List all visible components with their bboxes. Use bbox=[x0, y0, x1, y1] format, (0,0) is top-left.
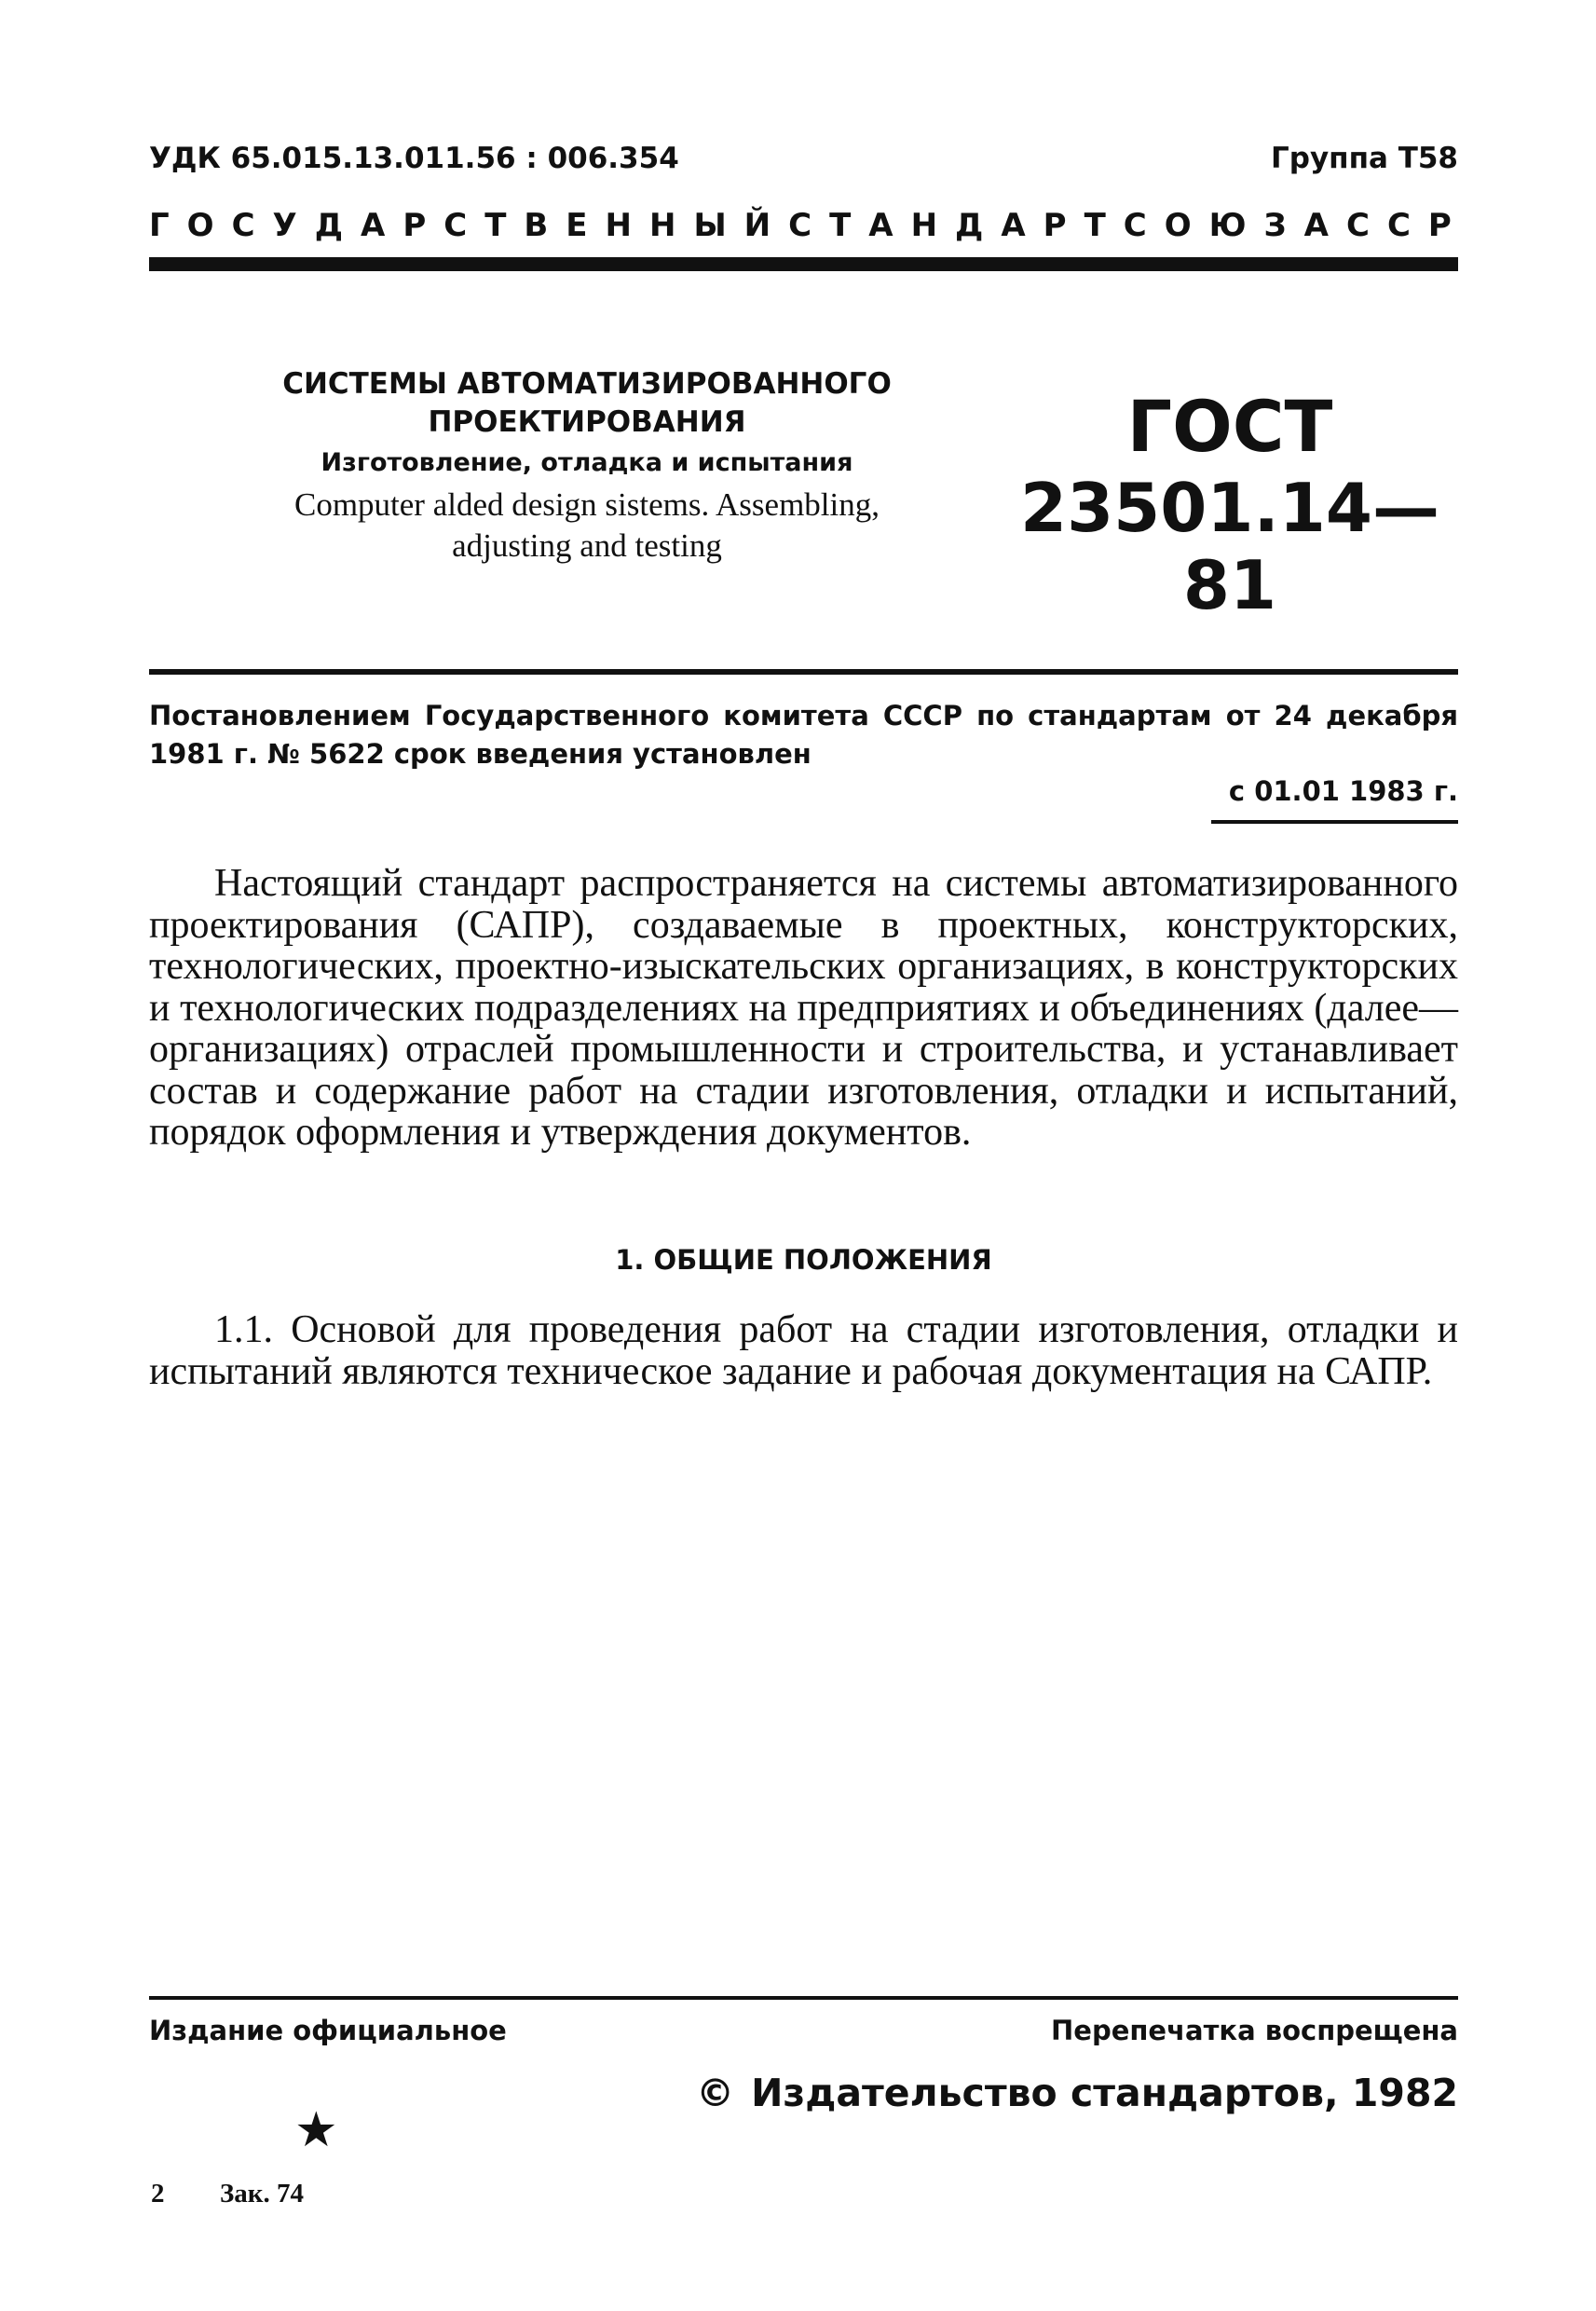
header-rule bbox=[149, 257, 1458, 271]
page-number: 2 bbox=[151, 2179, 165, 2208]
star-icon: ★ bbox=[294, 2104, 338, 2157]
state-standard-heading bbox=[149, 207, 1469, 244]
title-english-2: adjusting and testing bbox=[452, 527, 722, 565]
decree-text: Постановлением Государственного комитета СССР по стандартам от 24 декабря 1981 г. № 5622 срок введения установлен bbox=[149, 700, 1458, 770]
title-line-2: ПРОЕКТИРОВАНИЯ bbox=[428, 404, 746, 439]
title-line-1: СИСТЕМЫ АВТОМАТИЗИРОВАННОГО bbox=[282, 367, 892, 401]
intro-paragraph: Настоящий стандарт распространяется на системы автоматизированного проектирования (САПР), создаваемые в проектных, конструкторских, технологических, проектно-изыскательских организациях, в конструкторских и технологических подразделениях на предприятиях и объединениях (далее—организациях) отраслей промышленности и строительства, и устанавливает состав и содержание работ на стадии изготовления, отладки и испытаний, порядок оформления и утверждения документов. bbox=[149, 862, 1458, 1155]
publisher: Издательство стандартов, 1982 bbox=[751, 2071, 1458, 2115]
copyright-icon: © bbox=[696, 2071, 735, 2115]
udk-code: УДК 65.015.13.011.56 : 006.354 bbox=[149, 142, 679, 175]
gost-number: 23501.14—81 bbox=[1019, 468, 1440, 624]
section-1-title: 1. ОБЩИЕ ПОЛОЖЕНИЯ bbox=[615, 1244, 992, 1276]
title-english-1: Computer alded design sistems. Assembling, bbox=[293, 485, 880, 523]
title-subtitle: Изготовление, отладка и испытания bbox=[321, 447, 853, 477]
effective-date: с 01.01 1983 г. bbox=[1228, 775, 1458, 807]
copyright-line bbox=[696, 2071, 1458, 2115]
effective-date-underline bbox=[1211, 820, 1458, 824]
gost-designation bbox=[988, 385, 1472, 624]
heading-word: ГОСУДАРСТВЕННЫЙ bbox=[149, 207, 789, 244]
official-edition: Издание официальное bbox=[149, 2015, 507, 2046]
clause-1-1: 1.1. Основой для проведения работ на стадии изготовления, отладки и испытаний являются техническое задание и рабочая документация на САПР. bbox=[149, 1308, 1458, 1393]
footer-rule bbox=[149, 1996, 1458, 2000]
heading-word: ССР bbox=[1346, 207, 1469, 244]
reprint-notice: Перепечатка воспрещена bbox=[1051, 2015, 1458, 2046]
gost-label: ГОСТ bbox=[1126, 385, 1333, 468]
heading-word: СОЮЗА bbox=[1123, 207, 1346, 244]
group-code: Группа Т58 bbox=[1271, 142, 1458, 175]
title-rule bbox=[149, 669, 1458, 675]
order-number: Зак. 74 bbox=[220, 2179, 305, 2208]
document-title bbox=[224, 365, 950, 564]
heading-word: СТАНДАРТ bbox=[788, 207, 1124, 244]
